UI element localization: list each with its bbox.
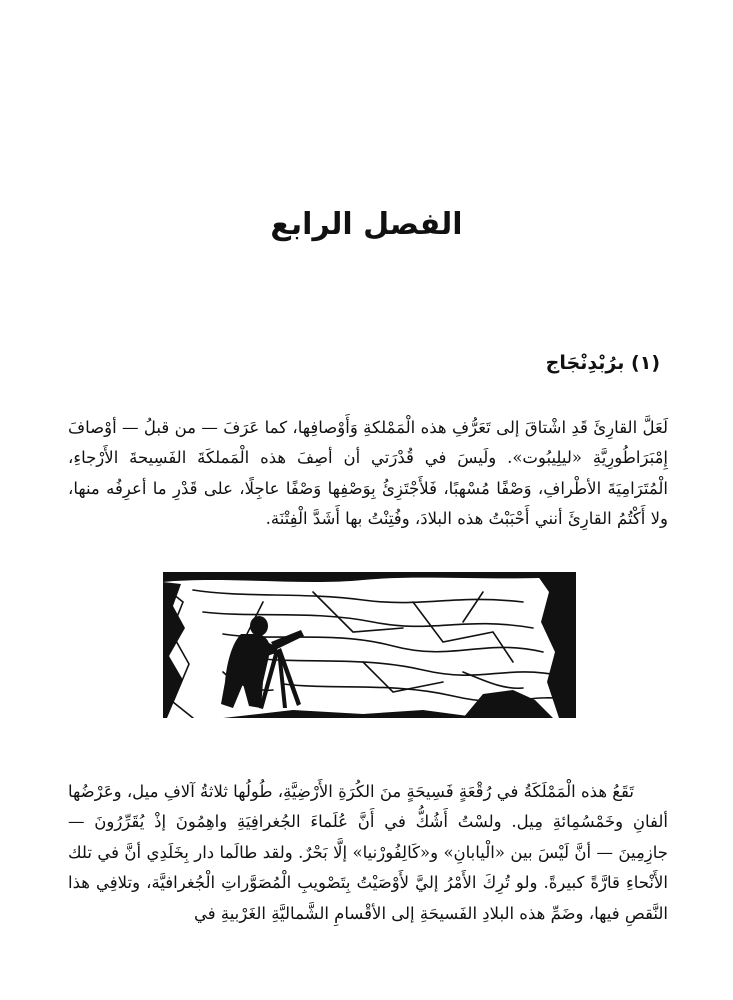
paragraph-2 [68, 777, 668, 930]
section-number: (١) [631, 352, 660, 374]
telescope-illustration [163, 572, 576, 718]
paragraph-1: لَعَلَّ القارِئَ قَدِ اشْتاقَ إلى تَعَرُّفِ هذه الْمَمْلكةِ وَأَوْصافِها، كما عَرَفَ — من قبلُ — أوْصافَ إِمْبَرَاطُورِيَّةِ «ليلِيبُوت». ولَيسَ في قُدْرَتي أن أصِفَ هذه الْمَملكَةَ الفَسِيحةَ الأَرْجاءِ، الْمُتَرَامِيَةَ الأطْرافِ، وَصْفًا مُسْهبًا، فَلأَجْتَزِئُ بِوَصْفِها وَصْفًا عاجِلًا، على قَدْرِ ما أعرِفُه منها، ولا أَكْتُمُ القارِئَ أنني أَحْبَبْتُ هذه البلادَ، وفُتِنْتُ بها أَشَدَّ الْفِتْنَة. [68, 417, 668, 528]
section-heading [546, 348, 660, 378]
paragraph-2-text: تَقَعُ هذه الْمَمْلَكَةُ في رُقْعَةٍ فَسِيحَةٍ منَ الكُرَةِ الأَرْضِيَّةِ، طُولُها ثلاثةُ آلافِ ميل، وعَرْضُها ألفانِ وخَمْسُمِائةِ مِيل. ولسْتُ أَشُكُّ في أَنَّ عُلَماءَ الجُغرافِيَةِ واهِمُونَ إذْ يُقَرِّرُونَ — جازِمِينَ — أنَّ لَيْسَ بين «الْيابانِ» و«كَالِفُورْنيا» إلَّا بَحْرٌ. ولقد طالَما دار بِخَلَدِي أنَّ في تلك الأَنْحاءِ قارَّةً كبيرةً. ولو تُرِكَ الأَمْرُ إليَّ لأَوْصَيْتُ بِتَصْويبِ الْمُصَوَّراتِ الْجُغرافيَّة، وتلافِي هذا النَّقصِ فيها، وضَمِّ هذه البلادِ الفَسيحَةِ إلى الأقْسامِ الشَّماليَّةِ الغَرْبيةِ في [68, 781, 668, 923]
chapter-title: الفصل الرابع [270, 207, 463, 242]
section-name: برُبْدِنْجَاج [545, 352, 625, 374]
